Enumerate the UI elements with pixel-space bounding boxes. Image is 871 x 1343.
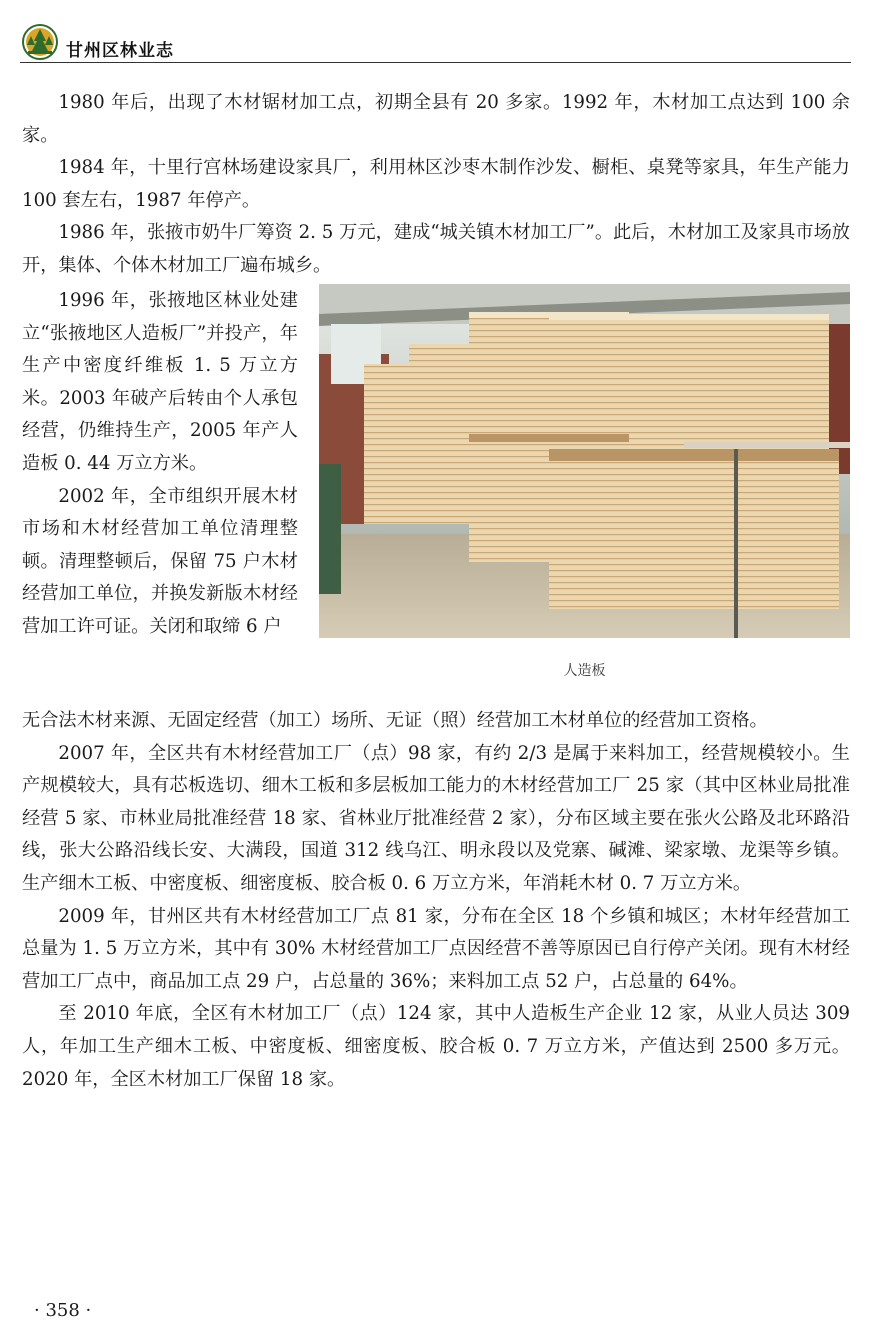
text-section-top: [22, 87, 850, 283]
paragraph: 2009 年，甘州区共有木材经营加工厂点 81 家，分布在全区 18 个乡镇和城区；木材年经营加工总量为 1. 5 万立方米，其中有 30% 木材经营加工厂点因经营不善等原因已自行停产关闭。现有木材经营加工厂点中，商品加工点 29 户，占总量的 36%；来料加工点 52 户，占总量的 64%。: [22, 905, 850, 992]
header-divider: [20, 62, 851, 63]
paragraph-continued: 无合法木材来源、无固定经营（加工）场所、无证（照）经营加工木材单位的经营加工资格。: [22, 710, 768, 731]
paragraph: 2007 年，全区共有木材经营加工厂（点）98 家，有约 2/3 是属于来料加工，经营规模较小。生产规模较大，具有芯板选切、细木工板和多层板加工能力的木材经营加工厂 25 家（其中区林业局批准经营 5 家、市林业局批准经营 18 家、省林业厅批准经营 2 家），分布区域主要在张火公路及北环路沿线，张大公路沿线长安、大满段，国道 312 线乌江、明永段以及党寨、碱滩、梁家墩、龙渠等乡镇。生产细木工板、中密度板、细密度板、胶合板 0. 6 万立方米，年消耗木材 0. 7 万立方米。: [22, 742, 850, 894]
page-number: · 358 ·: [34, 1300, 92, 1321]
paragraph: 2002 年，全市组织开展木材市场和木材经营加工单位清理整顿。清理整顿后，保留 75 户木材经营加工单位，并换发新版木材经营加工许可证。关闭和取缔 6 户: [22, 485, 298, 637]
forest-logo-icon: [22, 24, 58, 60]
text-section-bottom: [22, 705, 850, 1096]
paragraph: 1980 年后，出现了木材锯材加工点，初期全县有 20 多家。1992 年，木材加工点达到 100 余家。: [22, 92, 850, 146]
book-title: 甘州区林业志: [66, 41, 174, 61]
figure-caption: 人造板: [563, 663, 606, 679]
page-header: [20, 22, 851, 64]
plywood-photo: [319, 284, 850, 638]
paragraph: 至 2010 年底，全区有木材加工厂（点）124 家，其中人造板生产企业 12 家，从业人员达 309 人，年加工生产细木工板、中密度板、细密度板、胶合板 0. 7 万立方米，产值达到 2500 多万元。2020 年，全区木材加工厂保留 18 家。: [22, 1003, 850, 1090]
paragraph: 1984 年，十里行宫林场建设家具厂，利用林区沙枣木制作沙发、橱柜、桌凳等家具，年生产能力 100 套左右，1987 年停产。: [22, 157, 850, 211]
paragraph: 1986 年，张掖市奶牛厂筹资 2. 5 万元，建成“城关镇木材加工厂”。此后，木材加工及家具市场放开，集体、个体木材加工厂遍布城乡。: [22, 222, 850, 276]
text-section-wrapped: [22, 285, 298, 644]
paragraph: 1996 年，张掖地区林业处建立“张掖地区人造板厂”并投产，年生产中密度纤维板 1. 5 万立方米。2003 年破产后转由个人承包经营，仍维持生产，2005 年产人造板 0. 44 万立方米。: [22, 290, 298, 474]
